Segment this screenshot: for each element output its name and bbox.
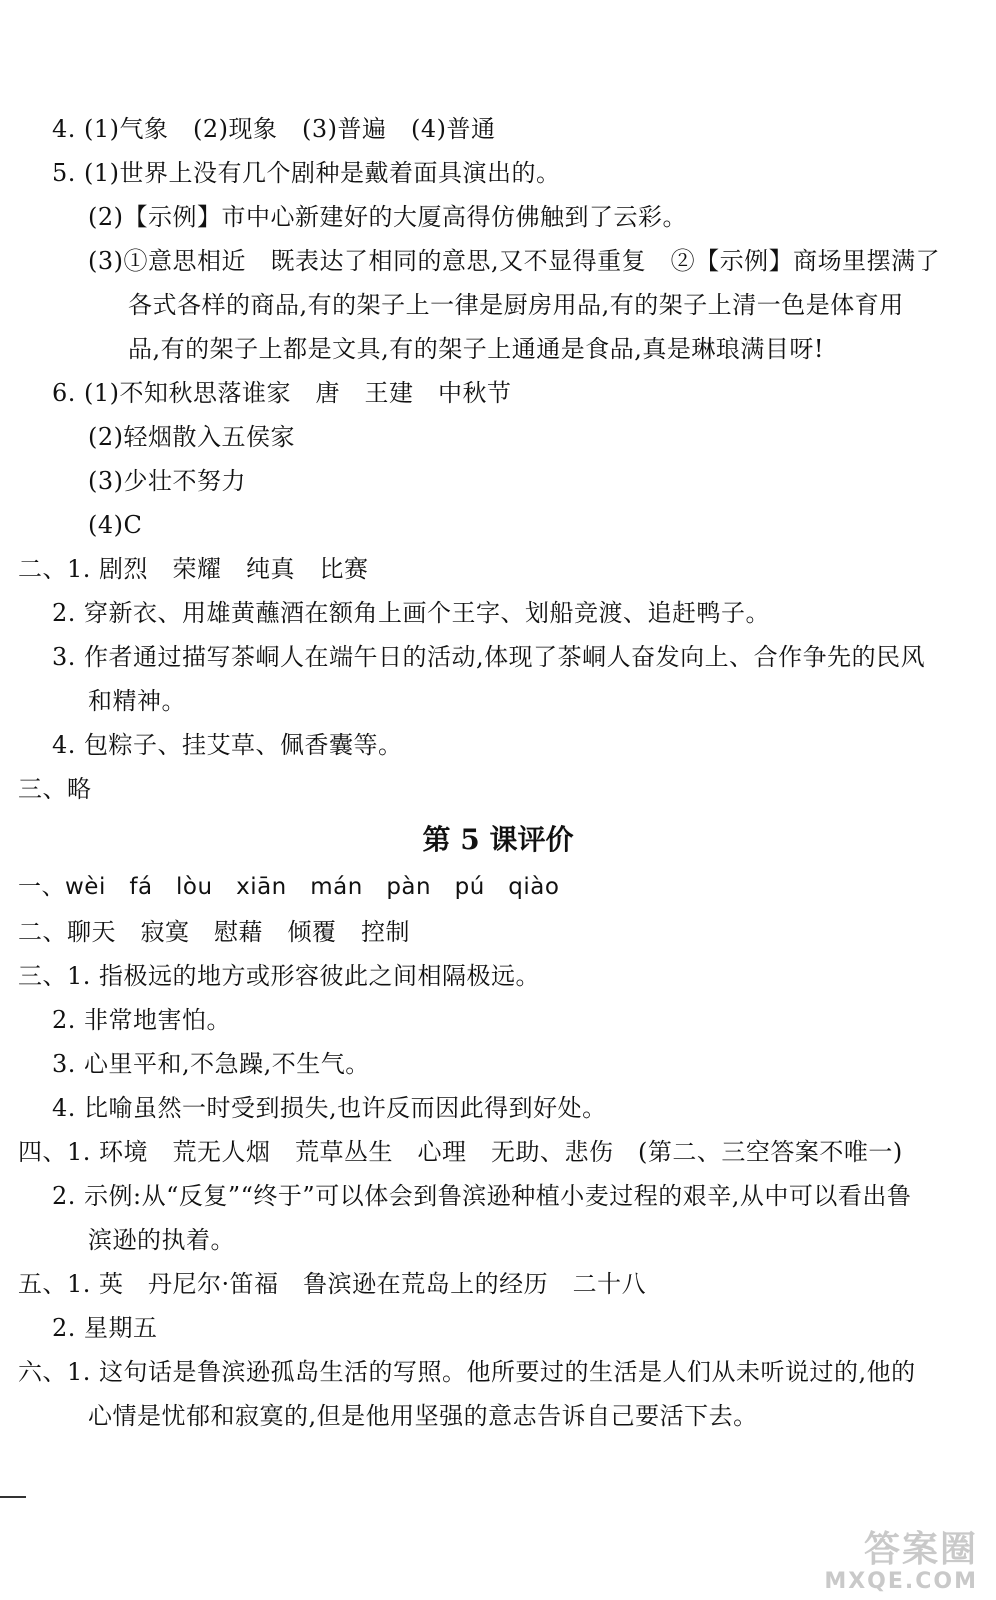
answer-line: 三、1. 指极远的地方或形容彼此之间相隔极远。 — [18, 962, 541, 990]
answer-line: 4. 包粽子、挂艾草、佩香囊等。 — [52, 731, 403, 759]
answer-line: 2. 非常地害怕。 — [52, 1006, 232, 1034]
watermark-logo — [818, 1530, 978, 1594]
answer-line: 三、略 — [18, 775, 92, 803]
answer-line: 4. 比喻虽然一时受到损失,也许反而因此得到好处。 — [52, 1094, 607, 1122]
answer-line: 二、聊天 寂寞 慰藉 倾覆 控制 — [18, 918, 410, 946]
watermark-bottom: MXQE.COM — [824, 1569, 978, 1594]
answer-line: 2. 星期五 — [52, 1314, 158, 1342]
answer-line: (3)①意思相近 既表达了相同的意思,又不显得重复 ②【示例】商场里摆满了 — [88, 247, 941, 275]
answer-line-pinyin: 一、wèi fá lòu xiān mán pàn pú qiào — [18, 874, 560, 900]
watermark-top: 答案圈 — [863, 1529, 978, 1570]
answer-line: 品,有的架子上都是文具,有的架子上通通是食品,真是琳琅满目呀! — [128, 335, 825, 363]
answer-line: 3. 作者通过描写茶峒人在端午日的活动,体现了茶峒人奋发向上、合作争先的民风 — [52, 643, 926, 671]
answer-line: (4)C — [88, 511, 143, 539]
answer-line: 6. (1)不知秋思落谁家 唐 王建 中秋节 — [52, 379, 512, 407]
answer-line: 3. 心里平和,不急躁,不生气。 — [52, 1050, 370, 1078]
answer-line: (2)【示例】市中心新建好的大厦高得仿佛触到了云彩。 — [88, 203, 687, 231]
answer-line: 2. 穿新衣、用雄黄蘸酒在额角上画个王字、划船竞渡、追赶鸭子。 — [52, 599, 771, 627]
page-edge-rule — [0, 1496, 26, 1498]
answer-line: (3)少壮不努力 — [88, 467, 246, 495]
answer-line: 各式各样的商品,有的架子上一律是厨房用品,有的架子上清一色是体育用 — [128, 291, 904, 319]
answer-line: 心情是忧郁和寂寞的,但是他用坚强的意志告诉自己要活下去。 — [88, 1402, 758, 1430]
answer-line: 滨逊的执着。 — [88, 1226, 235, 1254]
answer-line: (2)轻烟散入五侯家 — [88, 423, 295, 451]
answer-line: 4. (1)气象 (2)现象 (3)普遍 (4)普通 — [52, 115, 496, 143]
answer-line: 六、1. 这句话是鲁滨逊孤岛生活的写照。他所要过的生活是人们从未听说过的,他的 — [18, 1358, 916, 1386]
section-title: 第 5 课评价 — [422, 823, 574, 856]
answer-line: 5. (1)世界上没有几个剧种是戴着面具演出的。 — [52, 159, 561, 187]
answer-line: 2. 示例:从“反复”“终于”可以体会到鲁滨逊种植小麦过程的艰辛,从中可以看出鲁 — [52, 1182, 912, 1210]
answer-line: 二、1. 剧烈 荣耀 纯真 比赛 — [18, 555, 369, 583]
answer-line: 和精神。 — [88, 687, 186, 715]
answer-line: 四、1. 环境 荒无人烟 荒草丛生 心理 无助、悲伤 (第二、三空答案不唯一) — [18, 1138, 903, 1166]
answer-line: 五、1. 英 丹尼尔·笛福 鲁滨逊在荒岛上的经历 二十八 — [18, 1270, 647, 1298]
